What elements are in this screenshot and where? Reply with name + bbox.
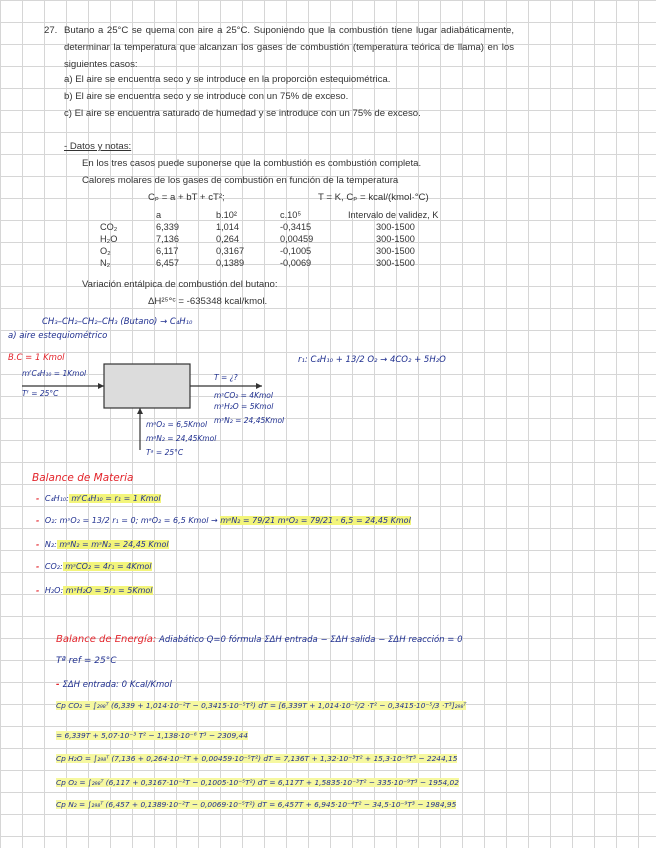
- cp-n2-integral: Cp N₂ = ∫₂₉₈ᵀ (6,457 + 0,1389·10⁻²T − 0,0069·10⁻⁵T²) dT = 6,457T + 6,945·10⁻⁴T² − 34,5·10⁻⁹T³ − 1984,95: [56, 800, 457, 809]
- species-label: N₂:: [44, 540, 57, 549]
- balance-line: [36, 562, 152, 571]
- balance-line: [36, 586, 153, 595]
- table-cell: 0,3167: [216, 246, 245, 256]
- table-header: Intervalo de validez, K: [348, 210, 439, 220]
- problem-text: Butano a 25°C se quema con aire a 25°C. Suponiendo que la combustión tiene lugar adiabáticamente, determinar la temperatura que alcanzan los gases de combustión (temperatura teórica de llama) en los siguientes casos:: [64, 25, 514, 70]
- balance-expr: mˢCO₂ = 4r₁ = 4Kmol: [62, 562, 152, 571]
- cp-h2o-integral: Cp H₂O = ∫₂₉₈ᵀ (7,136 + 0,264·10⁻²T + 0,00459·10⁻⁵T²) dT = 7,136T + 1,32·10⁻³T² + 15,3·10⁻⁹T³ − 2244,15: [56, 754, 458, 763]
- inlet-arrowhead: [98, 383, 104, 389]
- cp-units: T = K, Cₚ = kcal/(kmol·°C): [318, 192, 429, 203]
- reactor-box: [104, 364, 190, 408]
- table-cell: -0,1005: [280, 246, 312, 256]
- cp-co2-integral: Cp CO₂ = ∫₂₉₈ᵀ (6,339 + 1,014·10⁻²T − 0,3415·10⁻⁵T²) dT = [6,339T + 1,014·10⁻²/2 ·T² − 0,3415·10⁻⁵/3 ·T³]₂₉₈ᵀ: [56, 701, 467, 710]
- table-cell: 6,339: [156, 222, 179, 232]
- table-header: a: [156, 210, 162, 220]
- energy-balance-line: [56, 634, 462, 645]
- bullet: -: [36, 562, 45, 571]
- table-cell: 300-1500: [376, 234, 415, 244]
- enthalpy-value: ΔH²⁵°ᶜ = -635348 kcal/kmol.: [148, 296, 268, 307]
- butane-formula: CH₃–CH₂–CH₂–CH₃ (Butano) → C₄H₁₀: [42, 317, 193, 327]
- cp-equation: Cₚ = a + bT + cT²;: [148, 192, 225, 203]
- table-row: [100, 221, 444, 233]
- notes-title: - Datos y notas:: [64, 141, 132, 152]
- notes-line1: En los tres casos puede suponerse que la combustión es combustión completa.: [82, 158, 422, 169]
- bullet: -: [36, 494, 45, 503]
- table-cell: 6,457: [156, 258, 179, 268]
- balance-expr: mˢO₂ = 13/2 r₁ = 0; mᵃO₂ = 6,5 Kmol →: [57, 516, 221, 525]
- inlet-fuel-label: mᶠC₄H₁₀ = 1Kmol: [22, 369, 87, 378]
- table-cell: 0,1389: [216, 258, 245, 268]
- air-temp-label: Tᵃ = 25°C: [146, 448, 184, 457]
- table-cell: -0,3415: [280, 222, 312, 232]
- bullet: -: [36, 540, 45, 549]
- notes-line2: Calores molares de los gases de combustión en función de la temperatura: [82, 175, 399, 186]
- balance-expr: mᶠC₄H₁₀ = r₁ = 1 Kmol: [68, 494, 161, 503]
- table-cell: 1,014: [216, 222, 239, 232]
- case-b: b) El aire se encuentra seco y se introduce con un 75% de exceso.: [64, 91, 349, 102]
- inlet-enthalpy: ΣΔH entrada: 0 Kcal/Kmol: [62, 680, 172, 690]
- energy-balance-text: Adiabático Q=0 fórmula ΣΔH entrada − ΣΔH salida − ΣΔH reacción = 0: [159, 635, 463, 645]
- table-cell: H₂O: [100, 234, 118, 244]
- table-header: c.10⁵: [280, 210, 302, 220]
- reaction-equation: r₁: C₄H₁₀ + 13/2 O₂ → 4CO₂ + 5H₂O: [298, 355, 446, 365]
- cp-o2-integral: Cp O₂ = ∫₂₉₈ᵀ (6,117 + 0,3167·10⁻²T − 0,1005·10⁻⁵T²) dT = 6,117T + 1,5835·10⁻³T² − 335·10⁻⁹T³ − 1954,02: [56, 778, 459, 787]
- table-cell: 6,117: [156, 246, 179, 256]
- outlet-arrowhead: [256, 383, 262, 389]
- material-balance-title: Balance de Materia: [32, 472, 134, 484]
- outlet-n2-label: mˢN₂ = 24,45Kmol: [214, 416, 285, 425]
- basis-label: B.C = 1 Kmol: [8, 353, 65, 363]
- bullet: -: [36, 516, 45, 525]
- table-cell: 300-1500: [376, 246, 415, 256]
- table-header: [100, 209, 156, 221]
- balance-line: [36, 494, 161, 503]
- balance-result: mᵃN₂ = 79/21 mᵃO₂ = 79/21 · 6,5 = 24,45 Kmol: [220, 516, 411, 525]
- table-row: [100, 233, 444, 245]
- species-label: H₂O:: [44, 586, 64, 595]
- outlet-h2o-label: mˢH₂O = 5Kmol: [214, 402, 274, 411]
- table-cell: N₂: [100, 258, 111, 268]
- inlet-temp-label: Tᶠ = 25°C: [22, 389, 59, 398]
- table-header: b.10²: [216, 210, 237, 220]
- bullet: -: [56, 680, 63, 690]
- case-a-note: a) aire estequiométrico: [8, 331, 108, 341]
- table-cell: 300-1500: [376, 258, 415, 268]
- case-a: a) El aire se encuentra seco y se introduce en la proporción estequiométrica.: [64, 74, 391, 85]
- balance-line: [36, 516, 411, 525]
- air-n2-label: mᵃN₂ = 24,45Kmol: [146, 434, 217, 443]
- outlet-co2-label: mˢCO₂ = 4Kmol: [214, 391, 273, 400]
- balance-expr: mˢH₂O = 5r₁ = 5Kmol: [63, 586, 153, 595]
- table-cell: 0,264: [216, 234, 239, 244]
- table-header-row: [100, 209, 444, 221]
- species-label: CO₂:: [44, 562, 63, 571]
- table-cell: 300-1500: [376, 222, 415, 232]
- balance-expr: mᵃN₂ = mˢN₂ = 24,45 Kmol: [56, 540, 169, 549]
- table-row: [100, 257, 444, 269]
- balance-line: [36, 540, 169, 549]
- air-inlet-arrowhead: [137, 408, 143, 414]
- reference-temp: Tª ref = 25°C: [56, 656, 117, 666]
- table-cell: 7,136: [156, 234, 179, 244]
- outlet-temp-label: T = ¿?: [214, 373, 238, 382]
- table-cell: O₂: [100, 246, 111, 256]
- table-row: [100, 245, 444, 257]
- air-o2-label: mᵃO₂ = 6,5Kmol: [146, 420, 208, 429]
- table-cell: CO₂: [100, 222, 118, 232]
- bullet: -: [36, 586, 45, 595]
- case-c: c) El aire se encuentra saturado de humedad y se introduce con un 75% de exceso.: [64, 108, 421, 119]
- energy-balance-title: Balance de Energía:: [56, 634, 157, 645]
- table-cell: -0,0069: [280, 258, 312, 268]
- table-cell: 0,00459: [280, 234, 314, 244]
- species-label: C₄H₁₀:: [44, 494, 69, 503]
- problem-number: 27.: [44, 25, 58, 36]
- cp-table: [100, 209, 444, 269]
- enthalpy-title: Variación entálpica de combustión del butano:: [82, 279, 278, 290]
- species-label: O₂:: [44, 516, 58, 525]
- cp-co2-result: = 6,339T + 5,07·10⁻³ T² − 1,138·10⁻⁶ T³ − 2309,44: [56, 731, 248, 740]
- inlet-enthalpy-line: [56, 680, 172, 690]
